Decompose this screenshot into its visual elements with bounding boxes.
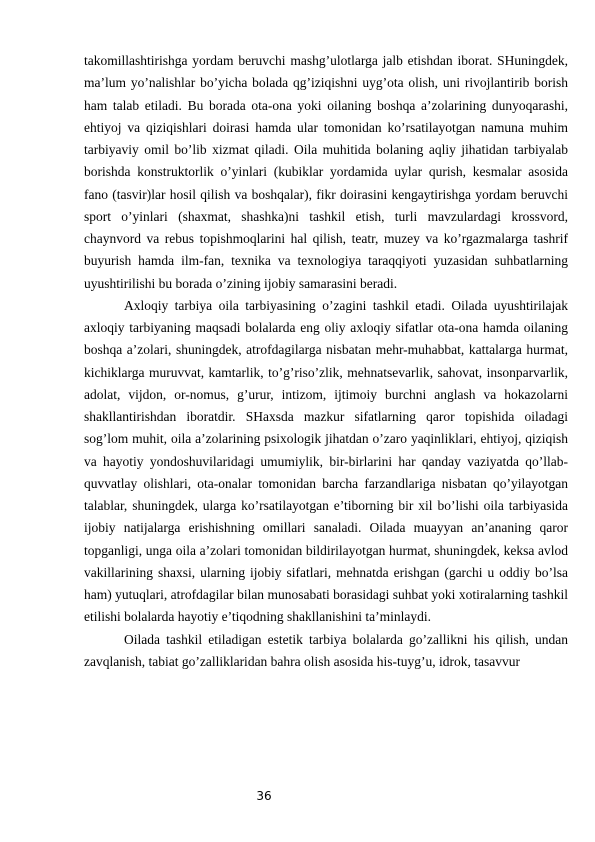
page-number: 36 bbox=[256, 789, 272, 803]
document-body bbox=[84, 50, 568, 673]
paragraph-intellectual-education-continued: takomillashtirishga yordam beruvchi mashg’ulotlarga jalb etishdan iborat. SHuningdek, ma’lum yo’nalishlar bo’yicha bolada qg’iziqishni uyg’ota olish, uni rivojlantirib borish ham talab etiladi. Bu borada ota-ona yoki oilaning boshqa a’zolarining dunyoqarashi, ehtiyoj va qiziqishlari doirasi hamda ular tomonidan ko’rsatilayotgan namuna muhim tarbiyaviy omil bo’lib xizmat qiladi. Oila muhitida bolaning aqliy jihatidan tarbiyalab borishda konstruktorlik o’yinlari (kubiklar yordamida uylar qurish, kesmalar asosida fano (tasvir)lar hosil qilish va boshqalar), fikr doirasini kengaytirishga yordam beruvchi sport o’yinlari (shaxmat, shashka)ni tashkil etish, turli mavzulardagi krossvord, chaynvord va rebus topishmoqlarini hal qilish, teatr, muzey va ko’rgazmalarga tashrif buyurish hamda ilm-fan, texnika va texnologiya taraqqiyoti yuzasidan suhbatlarning uyushtirilishi bu borada o’zining ijobiy samarasini beradi. bbox=[84, 53, 568, 291]
paragraph-moral-education: Axloqiy tarbiya oila tarbiyasining o’zagini tashkil etadi. Oilada uyushtirilajak axloqiy tarbiyaning maqsadi bolalarda eng oliy axloqiy sifatlar ota-ona hamda oilaning boshqa a’zolari, shuningdek, atrofdagilarga nisbatan mehr-muhabbat, kattalarga hurmat, kichiklarga muruvvat, kamtarlik, to’g’riso’zlik, mehnatsevarlik, sahovat, insonparvarlik, adolat, vijdon, or-nomus, g’urur, intizom, ijtimoiy burchni anglash va hokazolarni shakllantirishdan iboratdir. SHaxsda mazkur sifatlarning qaror topishida oiladagi sog’lom muhit, oila a’zolarining psixologik jihatdan o’zaro yaqinliklari, ehtiyoj, qiziqish va hayotiy yondoshuvilaridagi umumiylik, bir-birlarini har qanday vaziyatda qo’llab-quvvatlay olishlari, ota-onalar tomonidan barcha farzandlariga nisbatan qo’yilayotgan talablar, shuningdek, ularga ko’rsatilayotgan e’tiborning bir xil bo’lishi oila tarbiyasida ijobiy natijalarga erishishning omillari sanaladi. Oilada muayyan an’ananing qaror topganligi, unga oila a’zolari tomonidan bildirilayotgan hurmat, shuningdek, keksa avlod vakillarining shaxsi, ularning ijobiy sifatlari, mehnatda erishgan (garchi u oddiy bo’lsa ham) yutuqlari, atrofdagilar bilan munosabati borasidagi suhbat yoki xotiralarning tashkil etilishi bolalarda hayotiy e’tiqodning shakllanishini ta’minlaydi. bbox=[84, 297, 568, 625]
paragraph-aesthetic-education: Oilada tashkil etiladigan estetik tarbiya bolalarda go’zallikni his qilish, undan zavqlanish, tabiat go’zalliklaridan bahra olish asosida his-tuyg’u, idrok, tasavvur bbox=[84, 631, 568, 669]
